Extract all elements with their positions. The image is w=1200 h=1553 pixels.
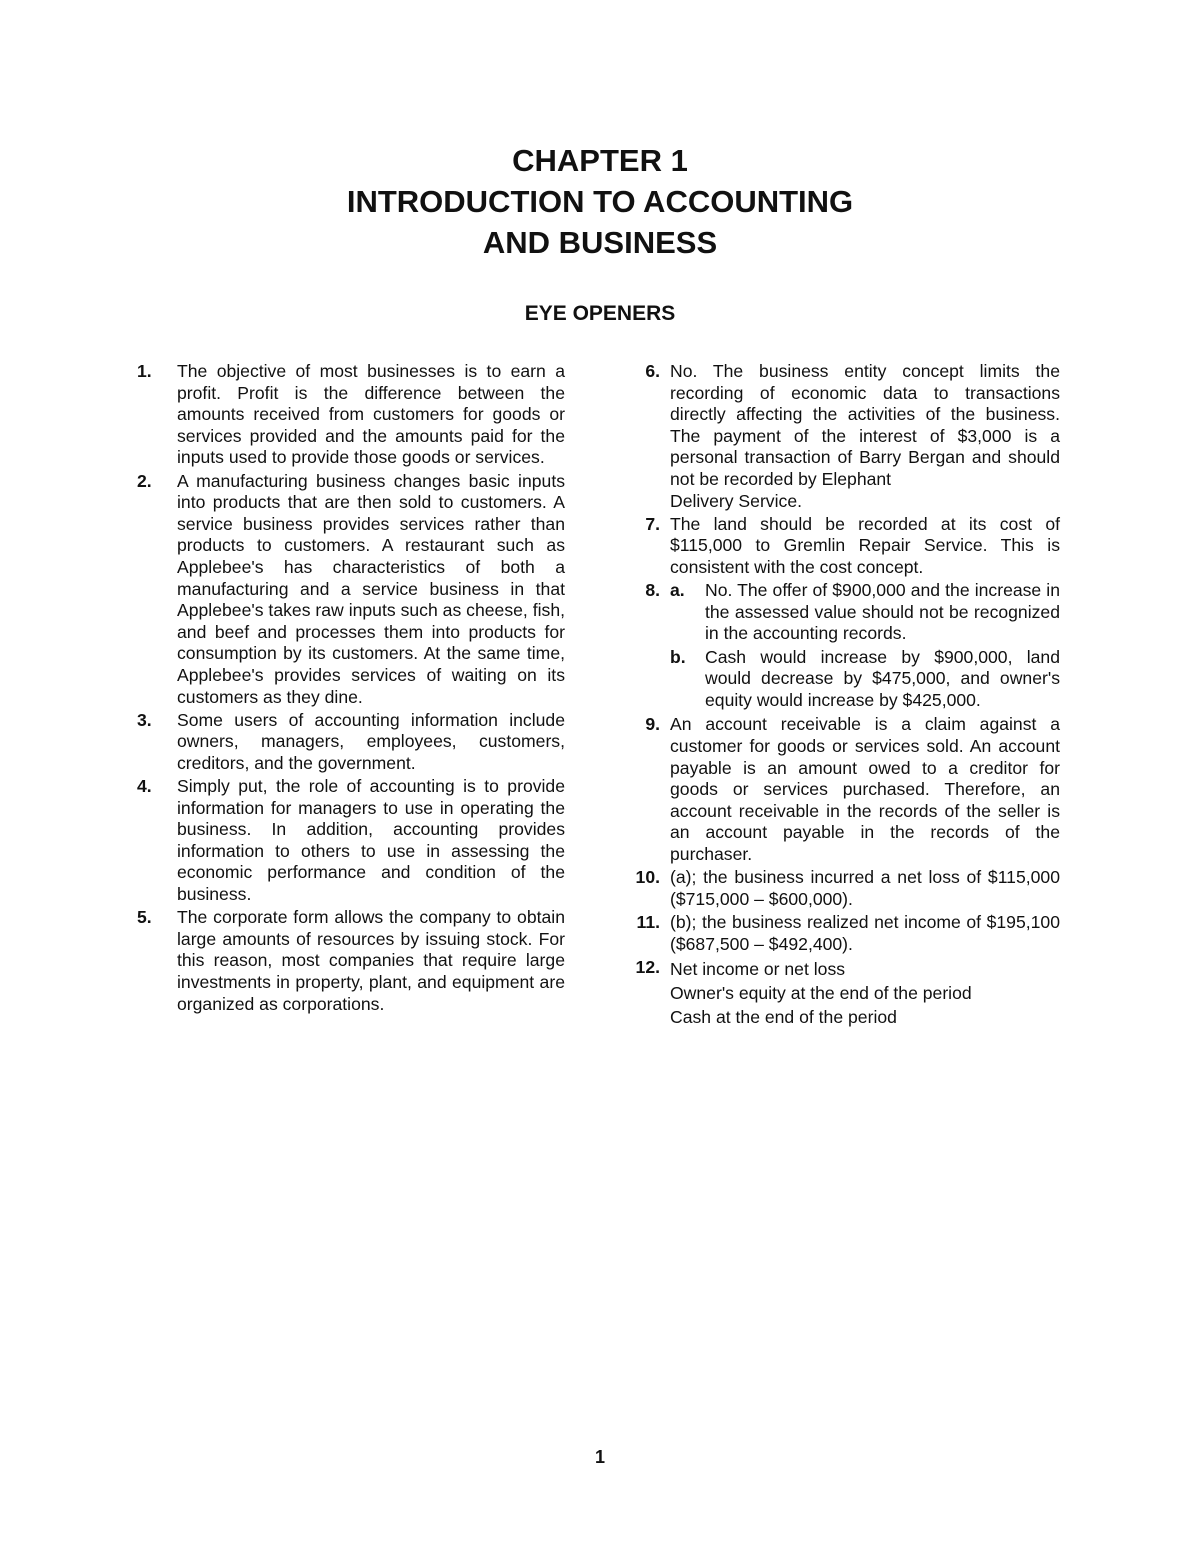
item-number: 11.: [636, 912, 660, 932]
sub-item: [670, 647, 1060, 712]
item-lines: [670, 957, 1060, 1029]
item-text-main: No. The business entity concept limits the recording of economic data to transactions directly affecting the activities of the business. The payment of the interest of $3,000 is a personal transaction of Barry Bergan and should not be recorded by Elephant: [670, 361, 1060, 489]
item-number: 3.: [137, 709, 152, 730]
list-item: [137, 907, 565, 1015]
item-number: 4.: [137, 776, 152, 797]
item-number: 7.: [645, 513, 660, 534]
list-item: [137, 361, 565, 469]
item-text: The objective of most businesses is to earn a profit. Profit is the difference between the amounts received from customers for goods or services provided and the amounts paid for the inputs used to provide those goods or services.: [177, 361, 565, 468]
item-number: 12.: [635, 956, 660, 977]
item-number: 8.: [645, 580, 660, 601]
list-item: [630, 514, 1060, 579]
item-line: Owner's equity at the end of the period: [670, 982, 972, 1003]
list-item: [630, 957, 1060, 1029]
item-text: Some users of accounting information include owners, managers, employees, customers, creditors, and the government.: [177, 709, 565, 773]
item-text: (b); the business realized net income of $195,100 ($687,500 – $492,400).: [670, 912, 1060, 954]
chapter-title-line-1: INTRODUCTION TO ACCOUNTING: [346, 184, 854, 219]
section-title: EYE OPENERS: [524, 302, 676, 325]
left-column: [137, 361, 565, 1017]
chapter-number: CHAPTER 1: [512, 143, 688, 178]
item-text: [670, 361, 1060, 512]
list-item: [630, 361, 1060, 512]
item-text: The land should be recorded at its cost of $115,000 to Gremlin Repair Service. This is consistent with the cost concept.: [670, 513, 1060, 577]
sub-item-text: Cash would increase by $900,000, land would decrease by $475,000, and owner's equity would increase by $425,000.: [705, 646, 1060, 710]
item-text: Simply put, the role of accounting is to provide information for managers to use in operating the business. In addition, accounting provides information to others to use in assessing the economic performance and condition of the business.: [177, 776, 565, 905]
item-line: Net income or net loss: [670, 958, 846, 979]
list-item: [630, 580, 1060, 713]
item-text: An account receivable is a claim against a customer for goods or services sold. An account payable is an amount owed to a creditor for goods or services purchased. Therefore, an account receivable in the records of the seller is an account payable in the records of the purchaser.: [670, 714, 1060, 865]
item-number: 6.: [645, 361, 660, 381]
item-number: 5.: [137, 907, 152, 928]
list-item: [630, 714, 1060, 865]
item-line: Cash at the end of the period: [670, 1006, 897, 1027]
sub-item-letter: b.: [670, 646, 686, 667]
list-item: [137, 776, 565, 906]
chapter-title-line-2: AND BUSINESS: [482, 225, 718, 260]
item-number: 2.: [137, 470, 152, 491]
item-text: (a); the business incurred a net loss of $115,000 ($715,000 – $600,000).: [670, 867, 1060, 909]
list-item: [630, 912, 1060, 955]
item-text: A manufacturing business changes basic inputs into products that are then sold to customers. A service business provides services rather than products to customers. A restaurant such as Applebee's has characteristics of both a manufacturing and a service business in that Applebee's takes raw inputs such as cheese, fish, and beef and processes them into products for consumption by its customers. At the same time, Applebee's provides services of waiting on its customers as they dine.: [177, 470, 565, 707]
item-number: 1.: [137, 361, 152, 381]
list-item: [137, 471, 565, 709]
sub-item-letter: a.: [670, 580, 685, 601]
sub-list: [670, 580, 1060, 713]
item-number: 9.: [645, 714, 660, 735]
item-text-tail: Delivery Service.: [670, 490, 802, 511]
list-item: [137, 710, 565, 775]
list-item: [630, 867, 1060, 910]
page-number: 1: [594, 1447, 605, 1467]
item-text: The corporate form allows the company to obtain large amounts of resources by issuing stock. For this reason, most companies that require large investments in property, plant, and equipment are organized as corporations.: [177, 907, 565, 1014]
sub-item-text: No. The offer of $900,000 and the increase in the assessed value should not be recognized in the accounting records.: [705, 580, 1060, 644]
chapter-title: [0, 140, 1200, 263]
item-number: 10.: [635, 867, 660, 888]
sub-item: [670, 580, 1060, 645]
right-column: [630, 361, 1060, 1030]
